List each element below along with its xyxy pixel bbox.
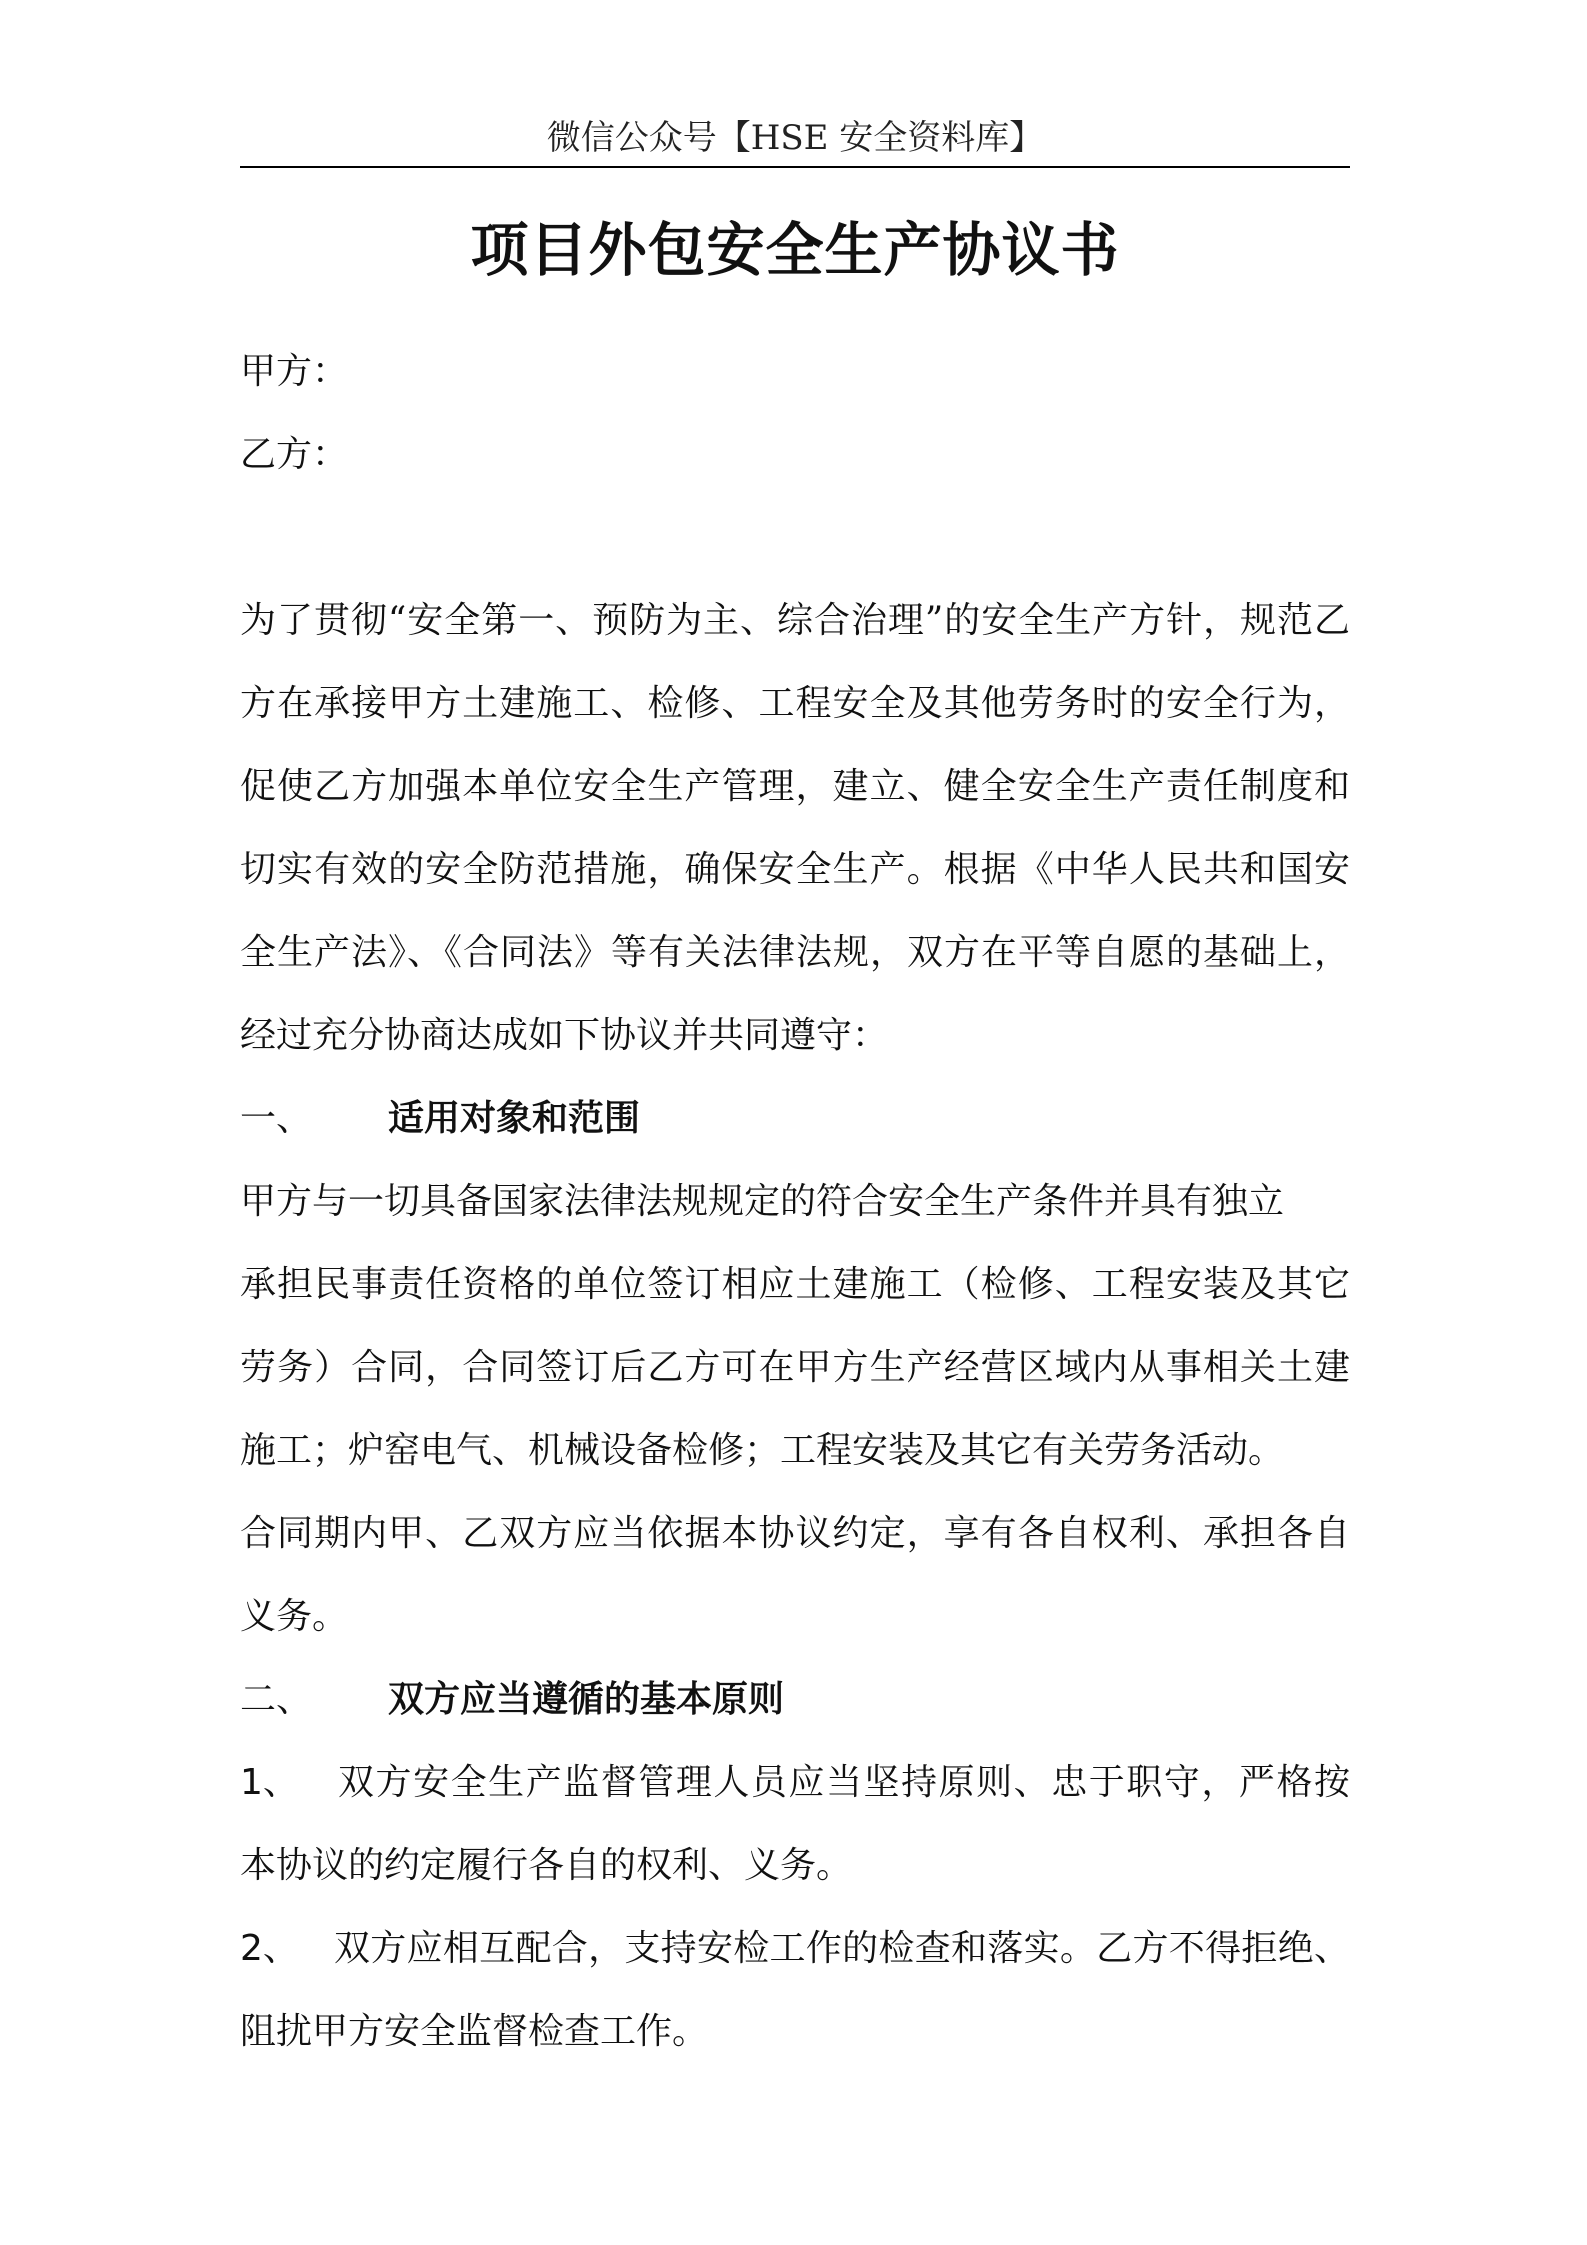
section-1-line: 合同期内甲、乙双方应当依据本协议约定，享有各自权利、承担各自 [240, 1513, 1350, 1554]
section-2-item-1 [240, 1741, 1350, 1907]
item-number: 2、 [240, 1928, 299, 1969]
intro-paragraph [240, 579, 1350, 1077]
section-1-line: 甲方与一切具备国家法律法规规定的符合安全生产条件并具有独立 [240, 1181, 1285, 1222]
section-1-line: 施工；炉窑电气、机械设备检修；工程安装及其它有关劳务活动。 [240, 1430, 1285, 1471]
item-text: 双方安全生产监督管理人员应当坚持原则、忠于职守，严格按 [338, 1762, 1350, 1803]
item-text: 双方应相互配合，支持安检工作的检查和落实。乙方不得拒绝、 [334, 1928, 1350, 1969]
item-continuation: 阻扰甲方安全监督检查工作。 [240, 2011, 709, 2052]
section-1-title: 适用对象和范围 [388, 1097, 641, 1139]
intro-line: 方在承接甲方土建施工、检修、工程安全及其他劳务时的安全行为， [240, 683, 1350, 724]
item-continuation: 本协议的约定履行各自的权利、义务。 [240, 1845, 853, 1886]
section-2-title: 双方应当遵循的基本原则 [388, 1678, 785, 1720]
section-1-line: 义务。 [240, 1596, 349, 1637]
section-1-line: 承担民事责任资格的单位签订相应土建施工（检修、工程安装及其它 [240, 1264, 1350, 1305]
party-b-label: 乙方： [240, 434, 349, 475]
header-divider [240, 166, 1350, 168]
paragraph-spacer [240, 496, 1350, 579]
document-body [240, 330, 1350, 2073]
document-title: 项目外包安全生产协议书 [470, 216, 1120, 284]
page-header: 微信公众号【HSE 安全资料库】 [546, 118, 1044, 158]
intro-line: 促使乙方加强本单位安全生产管理，建立、健全安全生产责任制度和 [240, 766, 1350, 807]
item-number: 1、 [240, 1762, 299, 1803]
intro-line: 全生产法》、《合同法》等有关法律法规，双方在平等自愿的基础上， [240, 932, 1350, 973]
section-1-line: 劳务）合同，合同签订后乙方可在甲方生产经营区域内从事相关土建 [240, 1347, 1350, 1388]
list-item [240, 1741, 1350, 1824]
section-1-heading [240, 1077, 1350, 1160]
intro-line: 切实有效的安全防范措施，确保安全生产。根据《中华人民共和国安 [240, 849, 1350, 890]
party-a-label: 甲方： [240, 351, 349, 392]
intro-line: 经过充分协商达成如下协议并共同遵守： [240, 1015, 889, 1056]
section-2-heading [240, 1658, 1350, 1741]
section-2-item-2 [240, 1907, 1350, 2073]
section-2-number: 二、 [240, 1679, 313, 1720]
intro-line: 为了贯彻“安全第一、预防为主、综合治理”的安全生产方针，规范乙 [240, 600, 1350, 641]
section-1-number: 一、 [240, 1098, 313, 1139]
section-1-paragraph [240, 1160, 1350, 1658]
list-item [240, 1907, 1350, 1990]
